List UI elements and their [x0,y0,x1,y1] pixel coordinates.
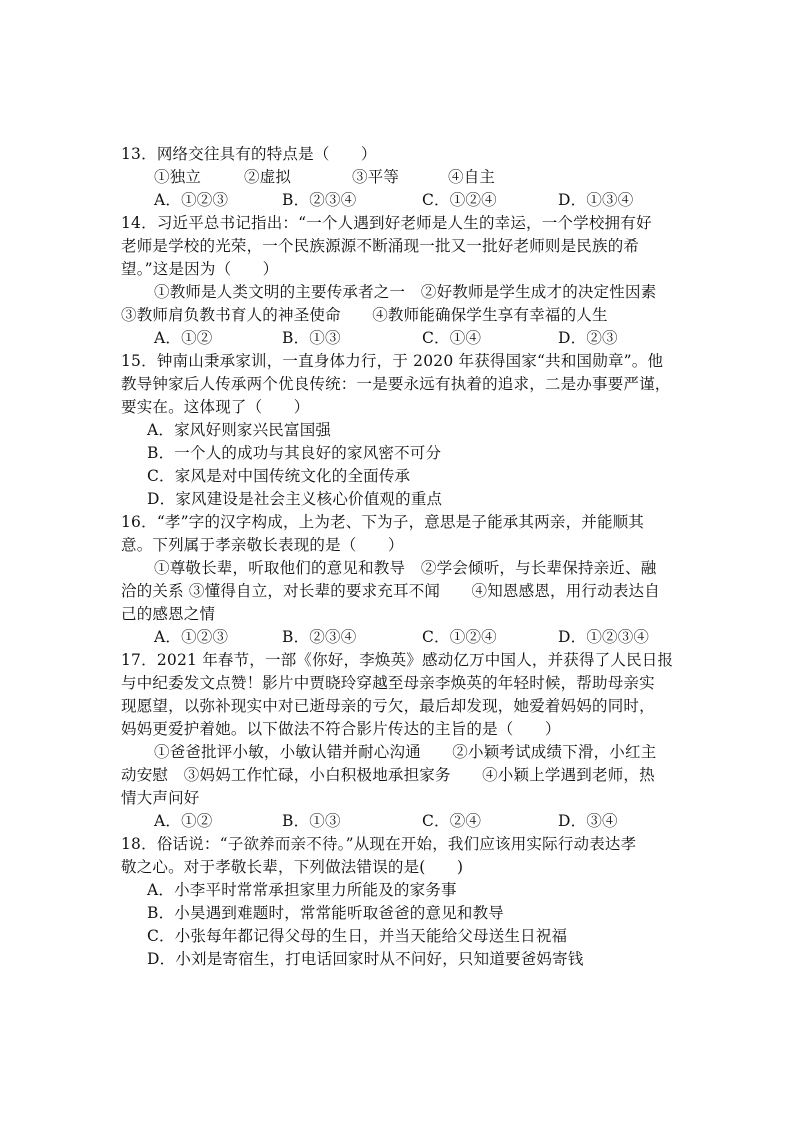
q15-option-a: A．家风好则家兴民富国强 [147,421,332,439]
q17-stem-4: 妈妈更爱护着她。以下做法不符合影片传达的主旨的是（ ） [121,720,561,738]
q18-stem-2: 敬之心。对于孝敬长辈，下列做法错误的是( ) [121,858,464,876]
q13-item-4: ④自主 [448,168,496,186]
q18-option-a: A．小李平时常常承担家里力所能及的家务事 [147,881,457,899]
q17-stem-3: 现愿望，以弥补现实中对已逝母亲的亏欠，最后却发现，她爱着妈妈的同时， [121,697,655,715]
q17-stem-2: 与中纪委发文点赞！影片中贾晓玲穿越至母亲李焕英的年轻时候，帮助母亲实 [121,674,655,692]
q15-stem-2: 教导钟家后人传承两个优良传统：一是要永远有执着的追求，二是办事要严谨， [121,375,671,393]
q14-items-1: ①教师是人类文明的主要传承者之一 ②好教师是学生成才的决定性因素 [154,283,657,301]
q13-choice-c: C．①②④ [422,191,497,209]
q17-choices [121,810,681,833]
q17-items-1: ①爸爸批评小敏，小敏认错并耐心沟通 ②小颖考试成绩下滑，小红主 [154,743,657,761]
q14-items-2: ③教师肩负教书育人的神圣使命 ④教师能确保学生享有幸福的人生 [121,306,608,324]
q16-choice-c: C．①②④ [422,628,497,646]
q18-option-c: C．小张每年都记得父母的生日，并当天能给父母送生日祝福 [147,927,568,945]
q13-stem: 13．网络交往具有的特点是（ ） [121,145,377,163]
q13-choice-a: A．①②③ [154,191,229,209]
q15-option-c: C．家风是对中国传统文化的全面传承 [147,467,411,485]
q14-stem-1: 14．习近平总书记指出：“一个人遇到好老师是人生的幸运，一个学校拥有好 [121,214,652,232]
q13-items [121,166,681,189]
q15-stem-3: 要实在。这体现了（ ） [121,398,310,416]
q16-items-1: ①尊敬长辈，听取他们的意见和教导 ②学会倾听，与长辈保持亲近、融 [154,559,657,577]
q16-choices [121,626,681,649]
q13-choice-d: D．①③④ [558,191,634,209]
q16-choice-b: B．②③④ [282,628,357,646]
q15-stem-1: 15．钟南山秉承家训，一直身体力行，于 2020 年获得国家“共和国勋章”。他 [121,352,664,370]
q13-item-2: ②虚拟 [244,168,292,186]
q17-choice-c: C．②④ [422,812,482,830]
q14-choice-d: D．②③ [558,329,618,347]
q16-stem-2: 意。下列属于孝亲敬长表现的是（ ） [121,536,404,554]
q15-option-d: D．家风建设是社会主义核心价值观的重点 [147,490,443,508]
q14-stem-2: 老师是学校的光荣，一个民族源源不断涌现一批又一批好老师则是民族的希 [121,237,640,255]
q16-items-3: 己的感恩之情 [121,605,216,623]
q18-stem-1: 18．俗话说：“子欲养而亲不待。”从现在开始，我们应该用实际行动表达孝 [121,835,637,853]
q17-choice-b: B．①③ [282,812,341,830]
q17-stem-1: 17．2021 年春节，一部《你好，李焕英》感动亿万中国人，并获得了人民日报 [121,651,674,669]
q16-choice-d: D．①②③④ [558,628,650,646]
q18-option-d: D．小刘是寄宿生，打电话回家时从不问好，只知道要爸妈寄钱 [147,950,584,968]
q17-choice-a: A．①② [154,812,213,830]
q13-choice-b: B．②③④ [282,191,357,209]
q13-item-3: ③平等 [352,168,400,186]
q16-choice-a: A．①②③ [154,628,229,646]
q17-items-3: 情大声问好 [121,789,200,807]
q16-stem-1: 16．“孝”字的汉字构成，上为老、下为子，意思是子能承其两亲，并能顺其 [121,513,645,531]
question-list [121,143,681,971]
q14-stem-3: 望。”这是因为（ ） [121,260,279,278]
q17-choice-d: D．③④ [558,812,618,830]
q14-choice-b: B．①③ [282,329,341,347]
q15-option-b: B．一个人的成功与其良好的家风密不可分 [147,444,442,462]
q14-choices [121,327,681,350]
q17-items-2: 动安慰 ③妈妈工作忙碌，小白积极地承担家务 ④小颖上学遇到老师，热 [121,766,655,784]
q18-option-b: B．小昊遇到难题时，常常能听取爸爸的意见和教导 [147,904,504,922]
q14-choice-a: A．①② [154,329,213,347]
q16-items-2: 洽的关系 ③懂得自立，对长辈的要求充耳不闻 ④知恩感恩，用行动表达自 [121,582,660,600]
q13-item-1: ①独立 [154,168,202,186]
q14-choice-c: C．①④ [422,329,482,347]
q13-choices [121,189,681,212]
